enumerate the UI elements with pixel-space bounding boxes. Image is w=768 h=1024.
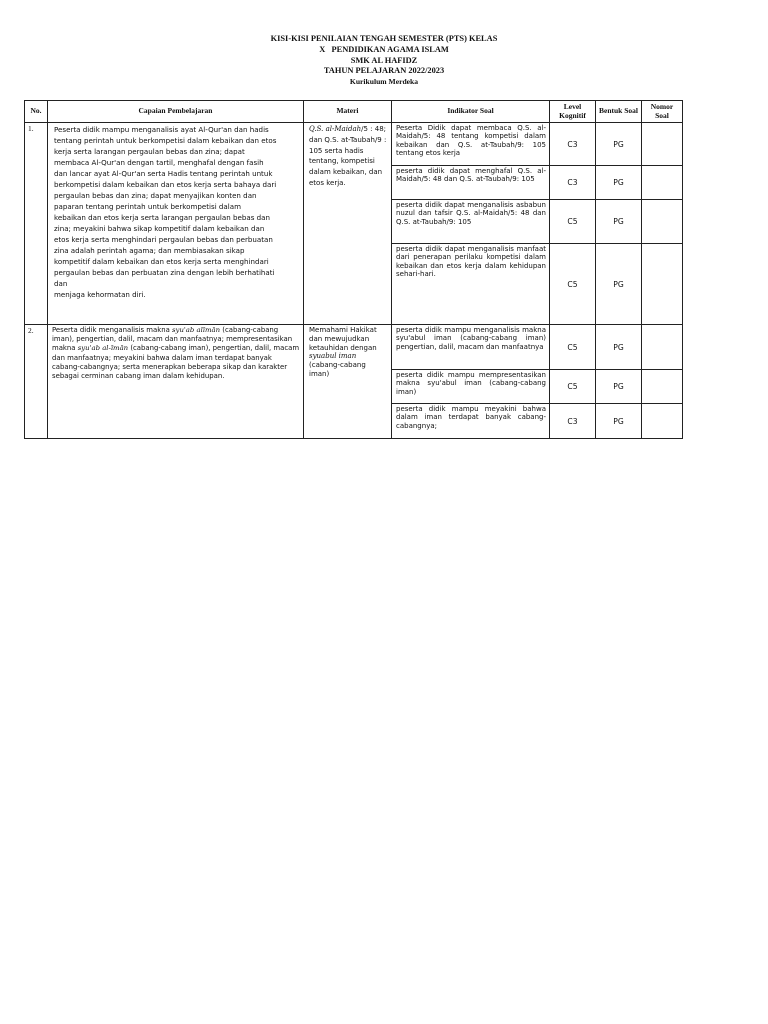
indikator-cell: peserta didik mampu menganalisis makna syu'abul iman (cabang-cabang iman) pengertian, dalil, macam dan manfaatnya [392,325,550,370]
col-header-capaian: Capaian Pembelajaran [48,101,304,123]
document-heading [0,34,768,88]
capaian-line: dan [54,279,68,288]
nomor-cell [642,325,683,370]
level-cell: C5 [550,244,596,325]
capaian-line: tentang perintah untuk berkompetisi dalam kebaikan dan etos [54,136,277,145]
table-row [25,123,683,166]
row-number: 2. [25,325,48,439]
heading-subject: X PENDIDIKAN AGAMA ISLAM [319,44,449,54]
col-header-materi: Materi [304,101,392,123]
materi-cell [304,123,392,325]
indikator-cell: peserta didik dapat menghafal Q.S. al-Maidah/5: 48 dan Q.S. at-Taubah/9: 105 [392,166,550,200]
capaian-line: berkompetisi dalam kebaikan dan etos kerja serta bahaya dari [54,180,277,189]
capaian-line: etos kerja serta menghindari pergaulan bebas dan perbuatan [54,235,273,244]
heading-curriculum: Kurikulum Merdeka [349,77,419,87]
bentuk-cell: PG [596,200,642,244]
capaian-line: kebaikan dan etos kerja serta larangan pergaulan bebas dan [54,213,270,222]
level-cell: C3 [550,123,596,166]
nomor-cell [642,123,683,166]
materi-text: (cabang-cabang iman) [309,361,366,378]
capaian-line: zina adalah perintah agama; dan membiasakan sikap [54,246,245,255]
level-cell: C5 [550,200,596,244]
materi-italic: Q.S. al-Maidah [309,125,362,133]
table-header-row [25,101,683,123]
bentuk-cell: PG [596,166,642,200]
bentuk-cell: PG [596,244,642,325]
nomor-cell [642,200,683,244]
col-header-level: Level Kognitif [550,101,596,123]
kisi-kisi-table [24,100,683,439]
level-cell: C5 [550,370,596,404]
level-cell: C3 [550,166,596,200]
capaian-cell [48,123,304,325]
bentuk-cell: PG [596,325,642,370]
nomor-cell [642,370,683,404]
capaian-text: (cabang-cabang iman), pengertian, dalil, macam dan manfaatnya; mempresentasikan makna [52,326,293,353]
table-row [25,325,683,370]
heading-year: TAHUN PELAJARAN 2022/2023 [323,66,445,76]
materi-italic: syuabul iman [309,352,357,361]
col-header-no: No. [25,101,48,123]
nomor-cell [642,166,683,200]
indikator-cell: peserta didik mampu mempresentasikan makna syu'abul iman (cabang-cabang iman) [392,370,550,404]
indikator-cell: peserta didik dapat menganalisis manfaat dari penerapan perilaku kompetisi dalam kebaikan dan etos kerja dalam kehidupan sehari-hari. [392,244,550,325]
materi-text: Memahami Hakikat dan mewujudkan ketauhidan dengan [309,326,377,352]
capaian-text: Peserta didik menganalisis makna [52,326,173,334]
capaian-line: menjaga kehormatan diri. [54,290,146,299]
col-header-nomor: Nomor Soal [642,101,683,123]
capaian-line: membaca Al-Qur'an dengan tartil, menghafal dengan fasih [54,158,264,167]
bentuk-cell: PG [596,370,642,404]
materi-text: /5 : 48; dan Q.S. at-Taubah/9 : 105 serta hadis tentang, kompetisi dalam kebaikan, dan etos kerja. [309,125,387,187]
capaian-text: (cabang-cabang iman), pengertian, dalil, macam dan manfaatnya; meyakini bahwa dalam iman terdapat banyak cabang-cabangnya; serta menerapkan beberapa sikap dan karakter sebagai cerminan cabang iman dalam kehidupan. [52,344,300,381]
capaian-cell [48,325,304,439]
nomor-cell [642,244,683,325]
col-header-bentuk: Bentuk Soal [596,101,642,123]
bentuk-cell: PG [596,123,642,166]
heading-school: SMK AL HAFIDZ [350,55,418,65]
capaian-line: dan lancar ayat Al-Qur'an serta Hadis tentang perintah untuk [54,169,273,178]
capaian-line: Peserta didik mampu menganalisis ayat Al-Qur'an dan hadis [54,125,269,134]
nomor-cell [642,404,683,439]
level-cell: C5 [550,325,596,370]
indikator-cell: Peserta Didik dapat membaca Q.S. al- Maidah/5: 48 tentang kompetisi dalam kebaikan dan Q.S. at-Taubah/9: 105 tentang etos kerja [392,123,550,166]
indikator-cell: peserta didik mampu meyakini bahwa dalam iman terdapat banyak cabang-cabangnya; [392,404,550,439]
bentuk-cell: PG [596,404,642,439]
capaian-line: paparan tentang perintah untuk berkompetisi dalam [54,202,242,211]
col-header-indikator: Indikator Soal [392,101,550,123]
level-cell: C3 [550,404,596,439]
heading-title: KISI-KISI PENILAIAN TENGAH SEMESTER (PTS) KELAS [270,34,498,43]
capaian-line: kompetitif dalam kebaikan dan etos kerja serta menghindari [54,257,269,266]
indikator-cell: peserta didik dapat menganalisis asbabun nuzul dan tafsir Q.S. al-Maidah/5: 48 dan Q.S. at-Taubah/9: 105 [392,200,550,244]
materi-cell [304,325,392,439]
capaian-italic: syu'ab alīmān [172,326,221,334]
capaian-line: pergaulan bebas dan zina; dapat menyajikan konten dan [54,191,257,200]
capaian-line: kerja serta larangan pergaulan bebas dan zina; dapat [54,147,245,156]
capaian-line: pergaulan bebas dan perbuatan zina dengan lebih berhatihati [54,268,275,277]
capaian-italic: syu'ab al-īmān [77,344,129,353]
row-number: 1. [25,123,48,325]
capaian-line: zina; meyakini bahwa sikap kompetitif dalam kebaikan dan [54,224,265,233]
